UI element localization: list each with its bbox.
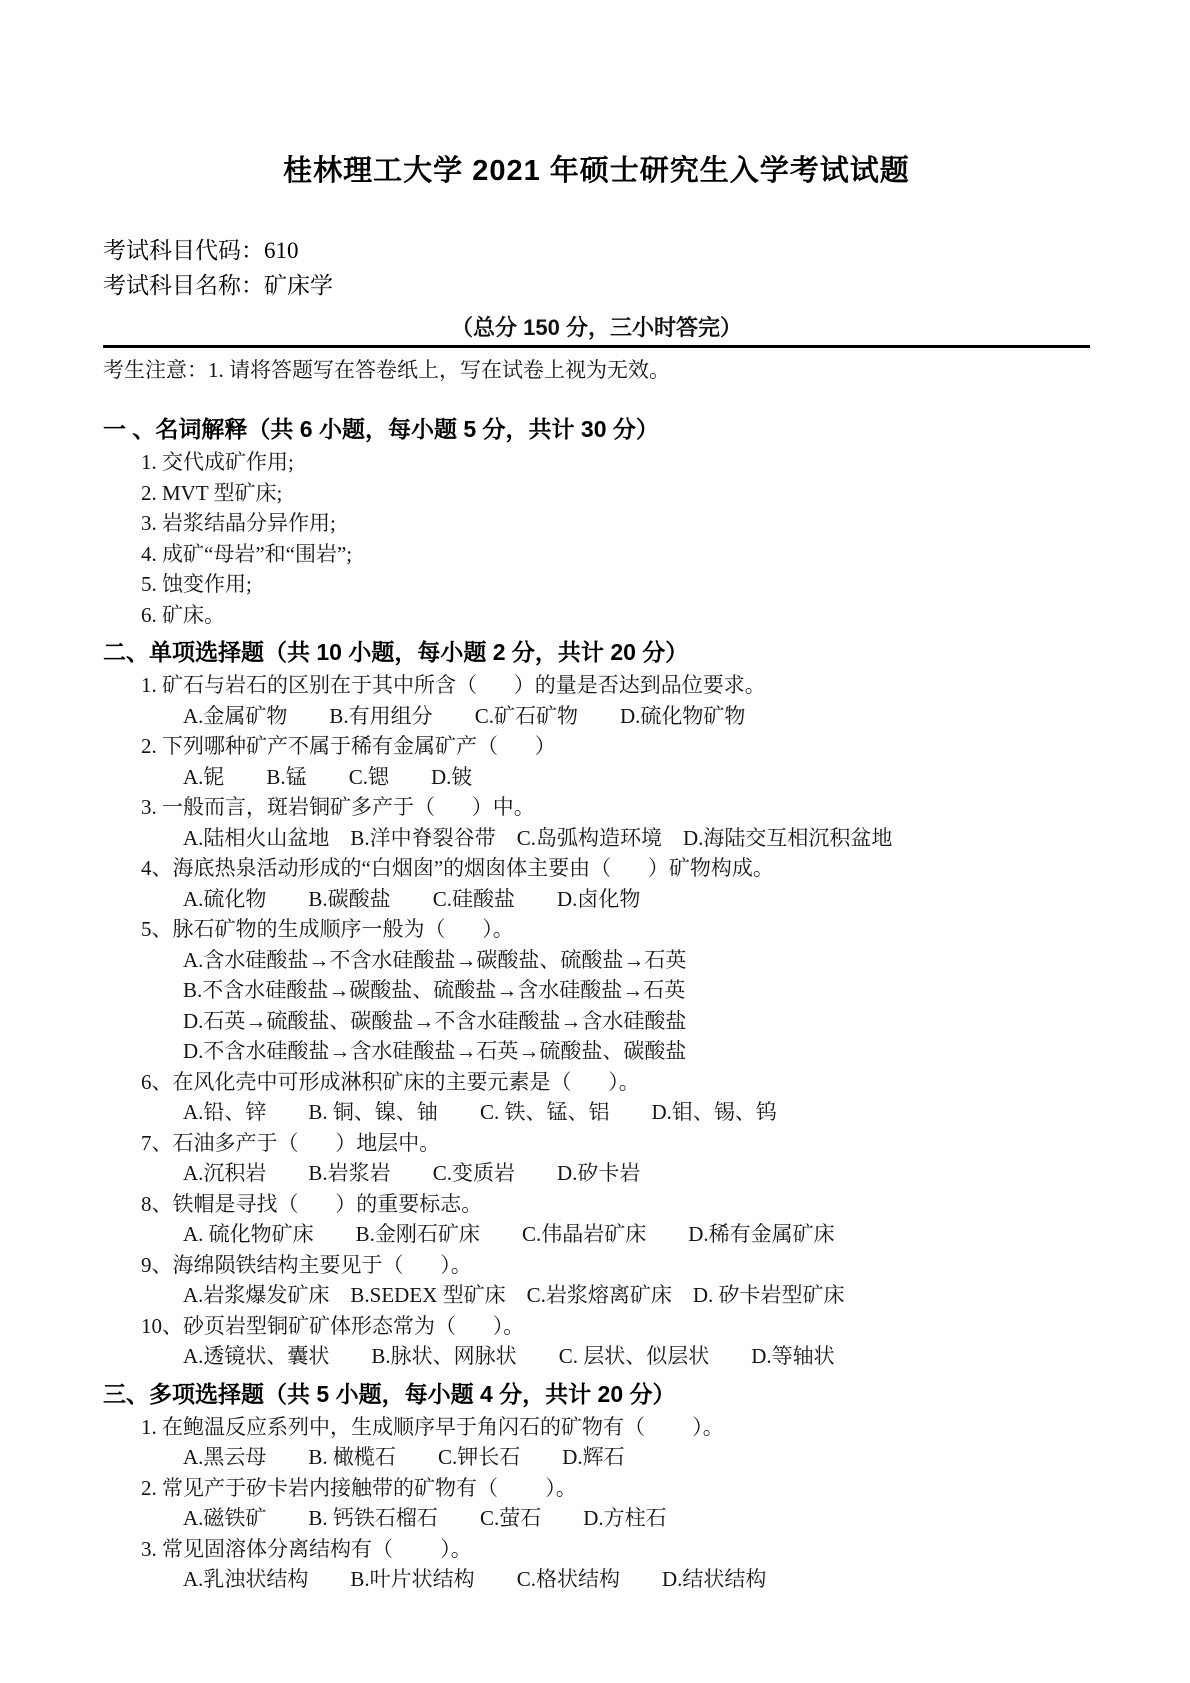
option-row	[103, 1219, 1090, 1250]
option-item: B. 铜、镍、铀	[308, 1100, 438, 1124]
option-item: B.SEDEX 型矿床	[350, 1283, 506, 1307]
option-item: B.碳酸盐	[308, 886, 391, 911]
text-line: D.石英→硫酸盐、碳酸盐→不含水硅酸盐→含水硅酸盐	[183, 1008, 687, 1033]
option-item: D.稀有金属矿床	[688, 1222, 835, 1246]
option-item: C.锶	[348, 764, 389, 789]
option-row	[103, 1442, 1090, 1473]
option-item: A.磁铁矿	[183, 1506, 267, 1530]
text-line: 2. 常见产于矽卡岩内接触带的矿物有（ ）。	[141, 1475, 577, 1500]
text-line: 3. 岩浆结晶分异作用;	[141, 511, 336, 535]
option-item: A. 硫化物矿床	[183, 1222, 314, 1246]
text-line: 5. 蚀变作用;	[141, 572, 252, 596]
subject-code: 考试科目代码：610	[103, 238, 299, 263]
option-item: C.格状结构	[516, 1567, 620, 1591]
option-item: B.金刚石矿床	[355, 1222, 480, 1246]
option-row	[103, 1341, 1090, 1372]
option-item: C.岛弧构造环境	[516, 825, 662, 850]
text-line: B.不含水硅酸盐→碳酸盐、硫酸盐→含水硅酸盐→石英	[183, 978, 686, 1002]
option-item: A.铌	[183, 764, 225, 789]
option-item: C. 层状、似层状	[558, 1344, 710, 1368]
text-line: 10、砂页岩型铜矿矿体形态常为（ ）。	[141, 1313, 525, 1338]
text-line: 1. 矿石与岩石的区别在于其中所含（ ）的量是否达到品位要求。	[141, 673, 766, 697]
page-title: 桂林理工大学 2021 年硕士研究生入学考试试题	[283, 155, 910, 187]
option-item: C. 铁、锰、铝	[479, 1100, 610, 1124]
sections	[103, 411, 1090, 1595]
text-line: 1. 在鲍温反应系列中，生成顺序早于角闪石的矿物有（ ）。	[141, 1414, 724, 1439]
exam-section	[103, 1376, 1090, 1595]
option-row	[103, 1280, 1090, 1311]
option-row	[103, 701, 1090, 732]
total-score-note: （总分 150 分，三小时答完）	[103, 311, 1090, 348]
option-item: B.脉状、网脉状	[371, 1344, 517, 1368]
option-item: D.铍	[430, 764, 473, 789]
option-row	[103, 823, 1090, 854]
option-row	[103, 884, 1090, 915]
text-line: 4. 成矿“母岩”和“围岩”;	[141, 541, 353, 566]
option-item: A.岩浆爆发矿床	[183, 1283, 330, 1307]
option-item: C.钾长石	[437, 1445, 521, 1469]
text-line: 9、海绵陨铁结构主要见于（ ）。	[141, 1252, 472, 1277]
option-item: B. 钙铁石榴石	[308, 1506, 438, 1530]
option-item: A.黑云母	[183, 1445, 267, 1469]
text-line: 3. 一般而言，斑岩铜矿多产于（ ）中。	[141, 795, 535, 819]
subject-name: 考试科目名称：矿床学	[103, 273, 333, 298]
option-item: D.结状结构	[661, 1567, 767, 1591]
option-item: B.叶片状结构	[350, 1567, 475, 1591]
option-item: D.硫化物矿物	[619, 703, 746, 728]
section-heading: 二、单项选择题（共 10 小题，每小题 2 分，共计 20 分）	[103, 639, 689, 665]
exam-section	[103, 634, 1090, 1372]
option-item: D.等轴状	[751, 1344, 835, 1368]
text-line: 2. MVT 型矿床;	[141, 480, 283, 505]
option-item: D.辉石	[562, 1445, 625, 1469]
option-item: B. 橄榄石	[308, 1445, 396, 1469]
text-line: 6. 矿床。	[141, 602, 225, 627]
option-item: B.有用组分	[329, 703, 433, 728]
option-item: D.卤化物	[556, 886, 641, 911]
section-heading: 三、多项选择题（共 5 小题，每小题 4 分，共计 20 分）	[103, 1380, 676, 1407]
option-item: C.伟晶岩矿床	[521, 1222, 647, 1246]
text-line: A.含水硅酸盐→不含水硅酸盐→碳酸盐、硫酸盐→石英	[183, 947, 687, 972]
text-line: 1. 交代成矿作用;	[141, 450, 294, 474]
text-line: 8、铁帽是寻找（ ）的重要标志。	[141, 1191, 483, 1216]
text-line: 4、海底热泉活动形成的“白烟囱”的烟囱体主要由（ ）矿物构成。	[141, 856, 774, 880]
text-line: 5、脉石矿物的生成顺序一般为（ ）。	[141, 917, 514, 941]
exam-section	[103, 411, 1090, 630]
option-item: D.矽卡岩	[556, 1161, 641, 1185]
option-item: C.变质岩	[432, 1161, 515, 1185]
option-item: D.钼、锡、钨	[651, 1100, 777, 1124]
section-heading: 一 、名词解释（共 6 小题，每小题 5 分，共计 30 分）	[103, 416, 659, 442]
option-item: A.硫化物	[183, 886, 267, 911]
subject-meta	[103, 233, 1090, 303]
option-item: C.硅酸盐	[432, 886, 515, 911]
text-line: 2. 下列哪种矿产不属于稀有金属矿产（ ）	[141, 734, 556, 758]
option-item: A.铅、锌	[183, 1100, 267, 1124]
option-row	[103, 762, 1090, 793]
option-item: B.洋中脊裂谷带	[350, 825, 496, 850]
option-row	[103, 1097, 1090, 1128]
option-row	[103, 1564, 1090, 1595]
option-row	[103, 1503, 1090, 1534]
option-item: D.海陆交互相沉积盆地	[682, 825, 893, 850]
option-item: A.乳浊状结构	[183, 1567, 309, 1591]
option-item: B.岩浆岩	[308, 1161, 391, 1185]
option-item: D.方柱石	[583, 1506, 667, 1530]
option-item: C.岩浆熔离矿床	[526, 1283, 672, 1307]
option-item: D. 矽卡岩型矿床	[692, 1283, 845, 1307]
option-row	[103, 1158, 1090, 1189]
option-item: A.沉积岩	[183, 1161, 267, 1185]
option-item: C.萤石	[479, 1506, 542, 1530]
option-item: A.透镜状、囊状	[183, 1344, 330, 1368]
option-item: A.陆相火山盆地	[183, 825, 330, 850]
text-line: 3. 常见固溶体分离结构有（ ）。	[141, 1536, 472, 1561]
candidate-notice: 考生注意：1. 请将答题写在答卷纸上，写在试卷上视为无效。	[103, 358, 670, 382]
option-item: B.锰	[266, 764, 307, 789]
text-line: 7、石油多产于（ ）地层中。	[141, 1130, 441, 1155]
option-item: A.金属矿物	[183, 703, 288, 728]
text-line: D.不含水硅酸盐→含水硅酸盐→石英→硫酸盐、碳酸盐	[183, 1039, 687, 1063]
text-line: 6、在风化壳中可形成淋积矿床的主要元素是（ ）。	[141, 1069, 640, 1094]
option-item: C.矿石矿物	[474, 703, 578, 728]
